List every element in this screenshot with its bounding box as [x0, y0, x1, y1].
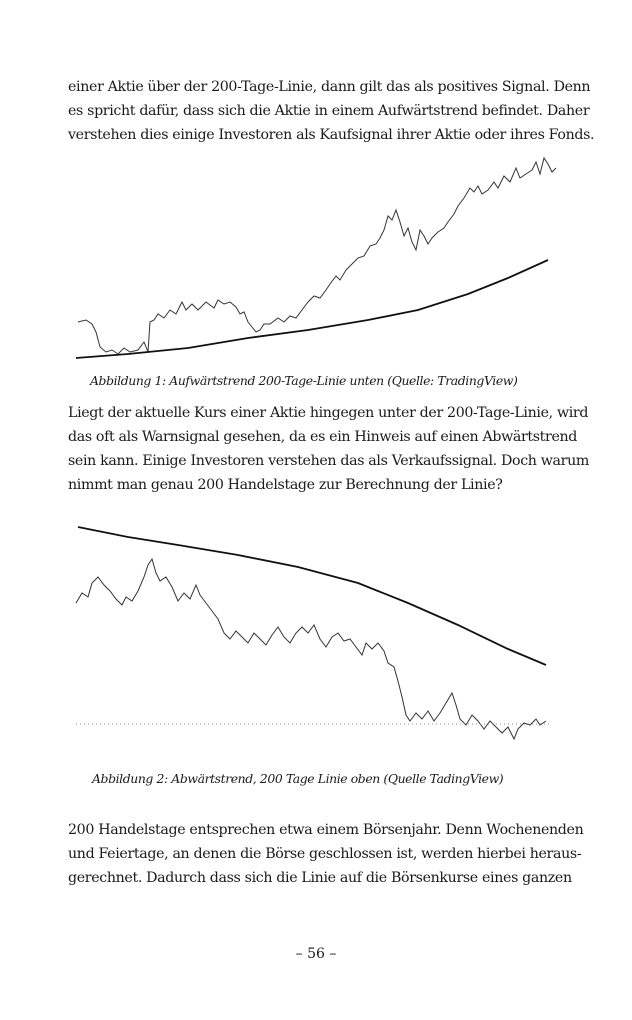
figure-2-downtrend-chart — [68, 515, 558, 750]
text-line: und Feiertage, an denen die Börse geschlossen ist, werden hierbei heraus- — [68, 846, 582, 862]
text-line: gerechnet. Dadurch dass sich die Linie auf die Börsenkurse eines ganzen — [68, 870, 572, 886]
text-line: nimmt man genau 200 Handelstage zur Berechnung der Linie? — [68, 477, 503, 493]
text-line: 200 Handelstage entsprechen etwa einem Börsenjahr. Denn Wochenenden — [68, 822, 584, 838]
200-day-moving-average-line — [76, 260, 548, 358]
text-line: einer Aktie über der 200-Tage-Linie, dann gilt das als positives Signal. Denn — [68, 79, 591, 95]
text-line: das oft als Warnsignal gesehen, da es ein Hinweis auf einen Abwärtstrend — [68, 429, 578, 445]
paragraph-1 — [68, 75, 595, 147]
200-day-moving-average-line — [78, 527, 546, 665]
paragraph-2 — [68, 401, 589, 497]
page-number: – 56 – — [295, 946, 337, 962]
price-line — [78, 158, 556, 354]
text-line: sein kann. Einige Investoren verstehen das als Verkaufssignal. Doch warum — [68, 453, 589, 469]
text-line: es spricht dafür, dass sich die Aktie in einem Aufwärtstrend befindet. Daher — [68, 103, 590, 119]
text-line: verstehen dies einige Investoren als Kaufsignal ihrer Aktie oder ihres Fonds. — [68, 127, 595, 143]
figure-1-caption: Abbildung 1: Aufwärtstrend 200-Tage-Linie unten (Quelle: TradingView) — [90, 373, 518, 388]
paragraph-3 — [68, 818, 584, 890]
text-line: Liegt der aktuelle Kurs einer Aktie hingegen unter der 200-Tage-Linie, wird — [68, 405, 589, 421]
figure-2-caption: Abbildung 2: Abwärtstrend, 200 Tage Linie oben (Quelle TadingView) — [92, 771, 504, 786]
price-line — [76, 559, 546, 739]
figure-1-uptrend-chart — [68, 152, 558, 367]
